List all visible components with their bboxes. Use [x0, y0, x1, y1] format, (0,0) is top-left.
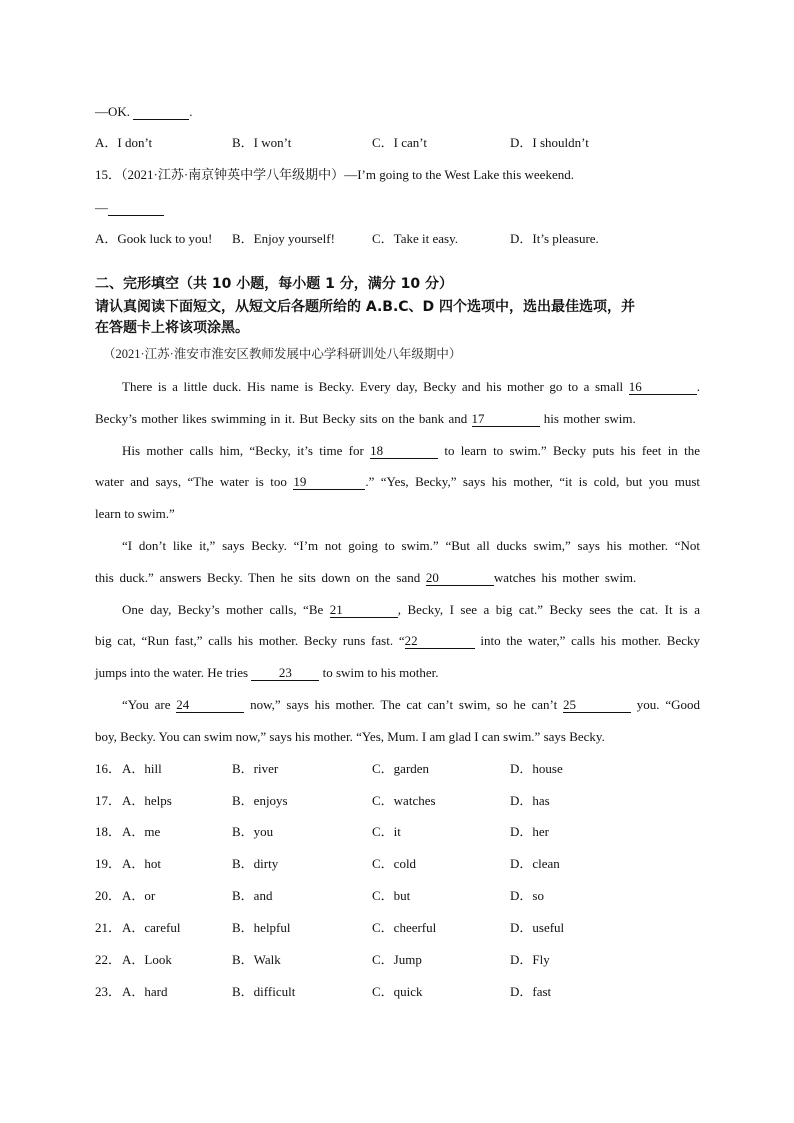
q22-option-a: A．Look	[122, 952, 172, 967]
blank-16: 16	[629, 379, 697, 395]
question-number: 21．	[95, 920, 122, 935]
q15-option-b: B．Enjoy yourself!	[232, 231, 335, 246]
question-number: 19．	[95, 856, 122, 871]
q15-option-c: C．Take it easy.	[372, 231, 458, 246]
blank-21: 21	[330, 602, 398, 618]
q19-option-a: A．hot	[122, 856, 162, 871]
passage-line-1: There is a little duck. His name is Becky. Every day, Becky and his mother go to a small 16 .	[95, 378, 700, 396]
passage-text: His mother calls him, “Becky, it’s time for	[122, 443, 364, 458]
q14-reply: —OK.	[95, 104, 131, 119]
q15-source: （2021·江苏·南京钟英中学八年级期中）	[121, 167, 345, 182]
q15-number: 15．	[95, 167, 122, 182]
passage-text: jumps into the water. He tries	[95, 665, 249, 680]
passage-text: “I don’t like it,” says Becky. “I’m not going to swim.” “But all ducks swim,” says his mother. “Not	[122, 538, 700, 553]
question-number: 16．	[95, 761, 122, 776]
q22-option-d: D．Fly	[510, 952, 550, 967]
q14-period: .	[189, 104, 193, 119]
q15-reply	[95, 199, 164, 217]
q14-option-c: C．I can’t	[372, 135, 427, 150]
q21-option-d: D．useful	[510, 920, 565, 935]
q22-option-c: C．Jump	[372, 952, 422, 967]
passage-line-12: boy, Becky. You can swim now,” says his mother. “Yes, Mum. I am glad I can swim.” says Becky.	[95, 729, 605, 744]
blank-20: 20	[426, 570, 494, 586]
q18-option-d: D．her	[510, 824, 549, 839]
q17-option-d: D．has	[510, 793, 550, 808]
passage-text: to swim to his mother.	[322, 665, 439, 680]
q15-blank	[108, 200, 164, 216]
q20-option-a: A．or	[122, 888, 156, 903]
passage-text: his mother swim.	[543, 411, 636, 426]
blank-25: 25	[563, 697, 631, 713]
question-number: 20．	[95, 888, 122, 903]
passage-line-5: learn to swim.”	[95, 506, 175, 521]
q15-dash: —	[95, 200, 108, 215]
q21-option-b: B．helpful	[232, 920, 291, 935]
passage-text: water and says, “The water is too	[95, 474, 287, 489]
q16-option-b: B．river	[232, 761, 279, 776]
section-instruction-1: 请认真阅读下面短文，从短文后各题所给的 A.B.C、D 四个选项中，选出最佳选项，并	[95, 299, 636, 315]
passage-source: （2021·江苏·淮安市淮安区教师发展中心学科研训处八年级期中）	[103, 347, 462, 361]
blank-17: 17	[472, 411, 540, 427]
passage-line-11	[95, 696, 700, 714]
q21-option-c: C．cheerful	[372, 920, 437, 935]
passage-text: to learn to swim.” Becky puts his feet in the	[444, 443, 700, 458]
q17-option-c: C．watches	[372, 793, 436, 808]
q14-option-d: D．I shouldn’t	[510, 135, 589, 150]
passage-line-3	[95, 442, 700, 460]
section-instruction-2: 在答题卡上将该项涂黑。	[95, 320, 249, 336]
question-number: 22．	[95, 952, 122, 967]
passage-text: .” “Yes, Becky,” says his mother, “it is cold, but you must	[365, 474, 700, 489]
q16-option-c: C．garden	[372, 761, 430, 776]
q21-option-a: A．careful	[122, 920, 181, 935]
q17-option-b: B．enjoys	[232, 793, 288, 808]
passage-line-4	[95, 473, 700, 491]
q19-option-b: B．dirty	[232, 856, 279, 871]
q14-option-b: B．I won’t	[232, 135, 292, 150]
passage-text: Becky’s mother likes swimming in it. But Becky sits on the bank and	[95, 411, 468, 426]
q20-option-b: B．and	[232, 888, 273, 903]
q18-option-c: C．it	[372, 824, 401, 839]
passage-text: now,” says his mother. The cat can’t swim, so he can’t	[250, 697, 558, 712]
q15-option-d: D．It’s pleasure.	[510, 231, 599, 246]
blank-23: 23	[251, 665, 319, 681]
q23-option-c: C．quick	[372, 984, 423, 999]
question-number: 17．	[95, 793, 122, 808]
q23-option-d: D．fast	[510, 984, 552, 999]
q20-option-d: D．so	[510, 888, 544, 903]
blank-19: 19	[293, 474, 365, 490]
q19-option-c: C．cold	[372, 856, 417, 871]
q16-option-a: A．hill	[122, 761, 162, 776]
passage-line-8	[95, 601, 700, 619]
passage-line-6	[95, 537, 700, 555]
passage-text: , Becky, I see a big cat.” Becky sees the cat. It is a	[397, 602, 700, 617]
q15-option-a: A．Gook luck to you!	[95, 231, 213, 246]
passage-text: There is a little duck. His name is Becky. Every day, Becky and his mother go to a small	[122, 379, 624, 394]
passage-text: “You are	[122, 697, 171, 712]
q23-option-b: B．difficult	[232, 984, 296, 999]
passage-text: One day, Becky’s mother calls, “Be	[122, 602, 324, 617]
passage-line-10	[95, 664, 439, 682]
section-title: 二、完形填空（共 10 小题，每小题 1 分，满分 10 分）	[95, 276, 453, 292]
passage-text: big cat, “Run fast,” calls his mother. Becky runs fast. “	[95, 633, 405, 648]
q15-text: —I’m going to the West Lake this weekend.	[344, 167, 574, 182]
passage-text: into the water,” calls his mother. Becky	[480, 633, 700, 648]
passage-text: you. “Good	[636, 697, 700, 712]
blank-24: 24	[176, 697, 244, 713]
q23-option-a: A．hard	[122, 984, 168, 999]
blank-22: 22	[405, 633, 475, 649]
q14-blank	[133, 104, 189, 120]
q14-prompt	[95, 103, 193, 121]
q16-option-d: D．house	[510, 761, 563, 776]
passage-line-7	[95, 569, 700, 587]
passage-line-9	[95, 632, 700, 650]
q15-prompt	[95, 166, 574, 184]
blank-18: 18	[370, 443, 438, 459]
q17-option-a: A．helps	[122, 793, 172, 808]
question-number: 18．	[95, 824, 122, 839]
q20-option-c: C．but	[372, 888, 411, 903]
passage-line-2	[95, 410, 700, 428]
q19-option-d: D．clean	[510, 856, 560, 871]
q22-option-b: B．Walk	[232, 952, 281, 967]
question-number: 23．	[95, 984, 122, 999]
q14-option-a: A．I don’t	[95, 135, 153, 150]
passage-text: watches his mother swim.	[493, 570, 637, 585]
q18-option-a: A．me	[122, 824, 161, 839]
passage-text: this duck.” answers Becky. Then he sits down on the sand	[95, 570, 421, 585]
q18-option-b: B．you	[232, 824, 274, 839]
